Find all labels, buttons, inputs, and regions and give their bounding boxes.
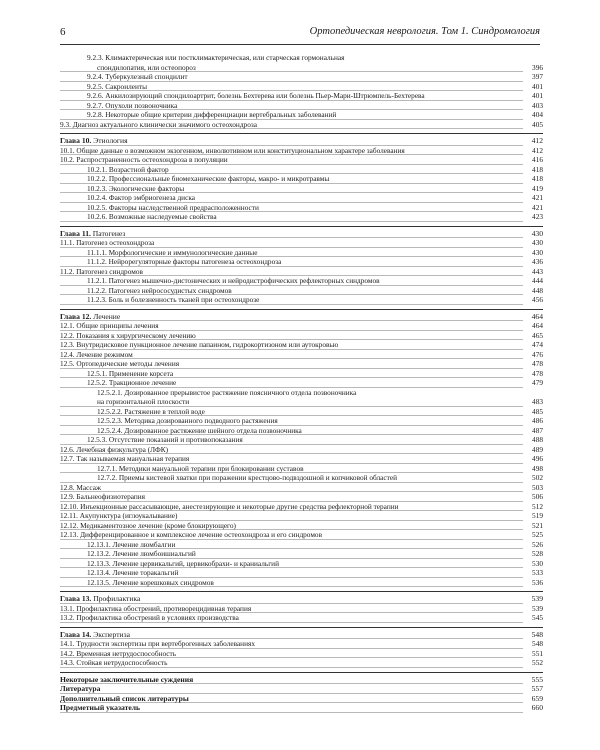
chapter-number: Глава 13. [60,594,92,603]
page-ref: 479 [532,378,543,387]
entry-title: 10.2.2. Профессиональные биомеханические факторы, макро- и микротравмы [87,174,330,183]
entry-title [60,312,120,322]
page-ref: 506 [532,492,543,501]
toc-entry [60,248,543,258]
page-ref: 526 [532,539,543,549]
entry-title: 11.2. Патогенез синдромов [60,266,143,276]
entry-title: Литература [60,684,101,693]
page-ref: 489 [532,444,543,454]
page-ref: 396 [532,62,543,72]
chapter-heading [60,136,543,146]
toc-entry [60,378,543,388]
page-ref: 419 [532,183,543,193]
page-ref: 412 [531,136,543,145]
page-ref: 548 [531,629,543,639]
entry-title: 12.9. Бальнеофизиотерапия [60,492,146,501]
page-ref: 530 [532,558,543,568]
chapter-heading [60,312,543,322]
entry-title: 11.1.2. Нейрорегуляторные факторы патогенеза остеохондроза [87,257,282,266]
page-ref: 412 [532,145,543,155]
toc-entry [60,174,543,184]
toc-entry [60,492,543,502]
chapter-number: Глава 12. [60,311,92,321]
toc-entry [60,559,543,569]
final-entry [60,703,543,713]
entry-title: 9.3. Диагноз актуального клинически значимого остеохондроза [60,119,257,129]
toc-entry [60,267,543,277]
chapter-name: Профилактика [91,594,141,603]
entry-title: 9.2.8. Некоторые общие критерии дифференциации вертебральных заболеваний [87,110,337,119]
page-ref: 502 [532,473,543,482]
chapter-name: Патогенез [90,228,126,238]
page-ref: 552 [532,658,543,667]
toc-entry [60,193,543,203]
entry-title: 14.1. Трудности экспертизы при вертеброгенных заболеваниях [60,639,255,648]
toc-entry [60,435,543,445]
entry-title: 12.11. Акупунктура (иглоукалывание) [60,511,178,520]
page-number: 6 [60,26,66,38]
page-ref: 436 [532,257,543,266]
page-ref: 404 [532,110,543,119]
page-ref: 539 [531,594,543,603]
entry-title: 12.13.1. Лечение люмбалгии [87,539,176,549]
page-ref: 496 [532,454,543,463]
section-divider [60,672,543,673]
entry-title: 11.2.1. Патогенез мышечно-дистонических и нейродистрофических рефлекторных синдромов [87,276,380,285]
section-divider [60,309,543,310]
toc-entry [60,203,543,213]
entry-title: 9.2.3. Климактерическая или постклимактерическая, или старческая гормональная [87,53,345,62]
toc-entry [60,331,543,341]
entry-title: 11.1. Патогенез остеохондроза [60,238,155,247]
entry-title: 12.13.4. Лечение торакальгий [87,568,179,577]
toc-entry [60,426,543,436]
toc-entry [60,388,543,398]
page-ref: 464 [532,321,543,330]
entry-title: 9.2.6. Анкилозирующий спондилоартрит, болезнь Бехтерева или болезнь Пьер-Мари-Штрюмпель-Бехтерева [87,91,425,100]
entry-title: 12.5.2.3. Методика дозированного подводного растяжения [97,416,278,425]
page-header [60,26,540,42]
page-ref: 512 [532,501,543,511]
toc-entry [60,445,543,455]
entry-title: 12.5.3. Отсутствие показаний и противопоказания [87,435,243,444]
page-ref: 456 [532,295,543,304]
toc-entry [60,101,543,111]
entry-title: 12.6. Лечебная физкультура (ЛФК) [60,444,169,454]
entry-title: 12.13.3. Лечение цервикальгий, цервикобрахи- и краниальгий [87,558,279,568]
chapter-heading [60,594,543,604]
page-ref: 498 [532,463,543,473]
page-ref: 403 [532,100,543,110]
page-ref: 401 [532,91,543,100]
toc-entry [60,464,543,474]
page-ref: 464 [531,311,543,321]
toc-entry [60,369,543,379]
toc-entry [60,146,543,156]
entry-title [60,630,130,640]
entry-title: 12.5.2.4. Дозированное растяжение шейного отдела позвоночника [97,425,302,435]
toc-entry [60,540,543,550]
page-ref: 474 [532,340,543,349]
entry-title: 10.2.6. Возможные наследуемые свойства [87,212,217,221]
page-ref: 528 [532,549,543,558]
toc-entry [60,359,543,369]
entry-title: 9.2.4. Туберкулезный спондилит [87,72,188,81]
toc-entry [60,604,543,614]
page-ref: 487 [532,425,543,435]
page-ref: 423 [532,212,543,221]
toc-entry [60,257,543,267]
toc-entry [60,340,543,350]
chapter-name: Экспертиза [91,629,130,639]
section-divider [60,591,543,592]
entry-title: 9.2.7. Опухоли позвоночника [87,100,178,110]
toc-entry [60,613,543,623]
page-ref: 405 [532,119,543,129]
running-title: Ортопедическая неврология. Том 1. Синдромология [309,26,540,37]
toc-entry [60,350,543,360]
header-rule [60,44,540,45]
entry-title: 10.2.4. Фактор эмбриогенеза диска [87,193,195,202]
toc-entry [60,295,543,305]
page-ref: 430 [532,238,543,247]
chapter-name: Этиология [91,136,128,145]
page-ref: 418 [532,164,543,174]
entry-title: Дополнительный список литературы [60,693,189,703]
page-ref: 448 [532,285,543,295]
toc-entry [60,212,543,222]
page-ref: 421 [532,202,543,212]
page-ref: 401 [532,81,543,91]
page-ref: 485 [532,406,543,416]
toc-entry [60,276,543,286]
page-ref: 416 [532,155,543,164]
entry-title: Некоторые заключительные суждения [60,674,194,684]
page-ref: 533 [532,568,543,577]
toc-entry [60,120,543,130]
toc-entry [60,521,543,531]
entry-title: 12.7.2. Приемы кистевой хватки при поражении крестцово-подвздошной и копчиковой областей [97,473,397,482]
entry-title: на горизонтальной плоскости [97,397,190,406]
toc-entry [60,416,543,426]
entry-title: 12.10. Инъекционные рассасывающие, анестезирующие и некоторые другие средства рефлекторной терапии [60,501,399,511]
entry-title: 12.2. Показания к хирургическому лечению [60,330,196,340]
toc-entry [60,578,543,588]
toc-entry [60,549,543,559]
page-ref: 483 [532,397,543,406]
page-ref: 443 [532,266,543,276]
page-ref: 557 [531,684,543,693]
page-ref: 555 [531,674,543,684]
entry-title: 14.2. Временная нетрудоспособность [60,648,177,658]
page-ref: 444 [532,276,543,285]
toc-entry [60,82,543,92]
entry-title: Предметный указатель [60,703,140,712]
entry-title: 12.13. Дифференцированное и комплексное лечение остеохондроза и его синдромов [60,530,323,539]
entry-title: 10.2.1. Возрастной фактор [87,164,169,174]
page-ref: 465 [532,330,543,340]
toc-entry [60,397,543,407]
chapter-number: Глава 11. [60,228,91,238]
toc-entry [60,483,543,493]
entry-title: 12.5.2.1. Дозированное прерывистое растяжение поясничного отдела позвоночника [97,387,357,397]
entry-title: 12.12. Медикаментозное лечение (кроме блокирующего) [60,520,236,530]
page-ref: 519 [532,511,543,520]
entry-title: 10.1. Общие данные о возможном экзогенном, инволютивном или конституциональном характере заболевания [60,145,405,155]
entry-title: 12.5.2. Тракционное лечение [87,378,177,387]
page-ref: 551 [532,648,543,658]
entry-title: 12.8. Массаж [60,482,101,492]
entry-title: 12.7. Так называемая мануальная терапия [60,454,190,463]
toc-entry [60,454,543,464]
page-ref: 476 [532,349,543,359]
toc-entry [60,473,543,483]
final-entry [60,694,543,704]
page-ref: 486 [532,416,543,425]
entry-title: 12.5.2.2. Растяжение в теплой воде [97,406,205,416]
entry-title: 13.2. Профилактика обострений в условиях производства [60,613,239,622]
entry-title: 12.13.5. Лечение корешковых синдромов [87,577,214,587]
entry-title [60,136,128,146]
toc-entry [60,72,543,82]
page-ref: 503 [532,482,543,492]
entry-title: спондилопатия, или остеопороз [97,62,196,72]
entry-title: 12.3. Внутридисковое пункционное лечение папаином, гидрокортизоном или аутокровью [60,340,339,349]
entry-title: 12.4. Лечение режимом [60,349,133,359]
page-ref: 430 [531,228,543,238]
entry-title: 12.1. Общие принципы лечения [60,321,159,330]
entry-title: 11.2.3. Боль и болезненность тканей при остеохондрозе [87,295,260,304]
toc-entry [60,502,543,512]
toc-entry [60,568,543,578]
page-ref: 659 [531,693,543,703]
toc-entry [60,639,543,649]
toc-entry [60,530,543,540]
chapter-heading [60,229,543,239]
section-divider [60,226,543,227]
entry-title: 12.13.2. Лечение люмбоишиальгий [87,549,196,558]
page-ref: 545 [532,613,543,622]
entry-title: 11.1.1. Морфологические и иммунологические данные [87,247,258,257]
toc-entry [60,407,543,417]
table-of-contents [60,53,543,713]
page-ref: 418 [532,174,543,183]
page-ref: 430 [532,247,543,257]
final-entry [60,684,543,694]
chapter-heading [60,630,543,640]
toc-entry [60,511,543,521]
entry-title: 10.2.3. Экологические факторы [87,183,185,193]
page-ref: 525 [532,530,543,539]
entry-title: 9.2.5. Сакроилеиты [87,81,147,91]
page-ref: 488 [532,435,543,444]
page-ref: 478 [532,359,543,368]
page-ref: 660 [531,703,543,712]
toc-entry [60,165,543,175]
chapter-name: Лечение [91,311,121,321]
toc-entry [60,321,543,331]
entry-title: 14.3. Стойкая нетрудоспособность [60,658,168,667]
chapter-number: Глава 10. [60,136,92,145]
toc-entry [60,155,543,165]
entry-title: 12.5.1. Применение корсета [87,368,174,378]
entry-title [60,594,140,604]
entry-title: 13.1. Профилактика обострений, противорецидивная терапия [60,603,252,613]
final-entry [60,675,543,685]
toc-entry [60,53,543,63]
toc-entry [60,649,543,659]
toc-entry [60,286,543,296]
toc-entry [60,110,543,120]
entry-title [60,229,125,239]
toc-entry [60,184,543,194]
toc-entry [60,238,543,248]
page-ref: 421 [532,193,543,202]
page-ref: 548 [532,639,543,648]
toc-entry [60,63,543,73]
toc-entry [60,658,543,668]
chapter-number: Глава 14. [60,629,92,639]
page-ref: 539 [532,603,543,613]
section-divider [60,627,543,628]
page-ref: 521 [532,520,543,530]
entry-title: 10.2.5. Факторы наследственной предрасположенности [87,202,259,212]
entry-title: 12.7.1. Методики мануальной терапии при блокировании суставов [97,463,304,473]
toc-entry [60,91,543,101]
entry-title: 10.2. Распространенность остеохондроза в популяции [60,155,228,164]
entry-title: 11.2.2. Патогенез нейрососудистых синдромов [87,285,232,295]
entry-title: 12.5. Ортопедические методы лечения [60,359,180,368]
page-ref: 478 [532,368,543,378]
section-divider [60,133,543,134]
page-ref: 397 [532,72,543,81]
page-ref: 536 [532,577,543,587]
